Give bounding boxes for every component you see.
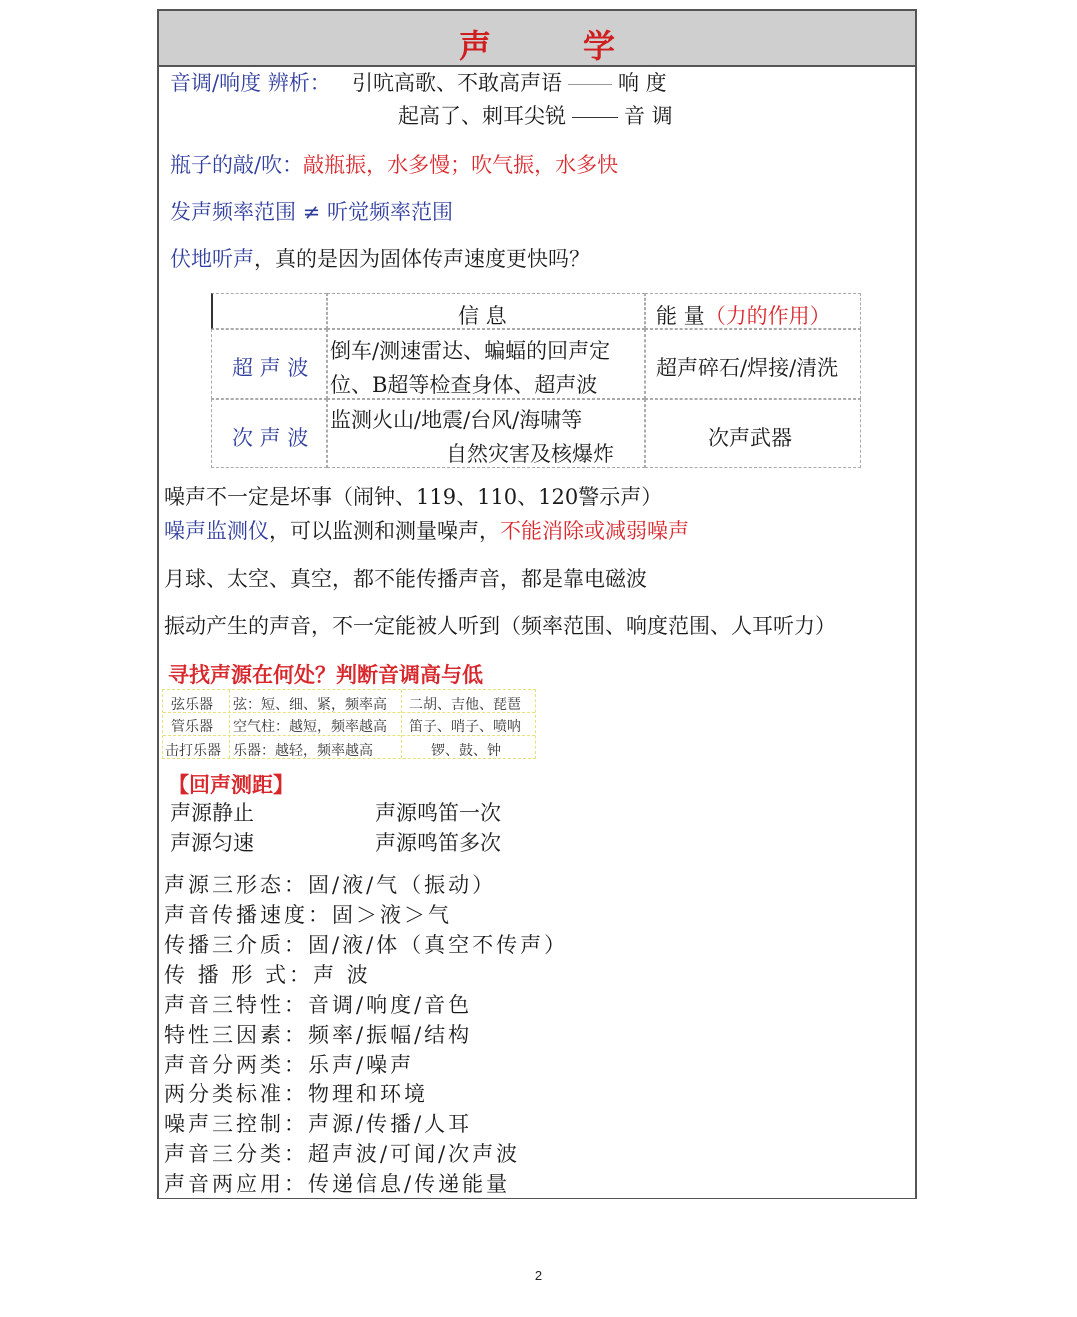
- page-frame: [157, 9, 917, 1199]
- pitch-loudness-label: 音调/响度 辨析：: [170, 71, 331, 95]
- pitch-loudness-line-1: [352, 73, 667, 94]
- summary-line: 声音两应用：传递信息/传递能量: [164, 1172, 511, 1196]
- echo-uniform-many: 声源鸣笛多次: [375, 831, 501, 855]
- bottle-label: 瓶子的敲/吹：: [170, 153, 304, 177]
- noise-monitor-label: 噪声监测仪: [164, 519, 269, 543]
- vibration-line: 振动产生的声音，不一定能被人听到（频率范围、响度范围、人耳听力）: [164, 614, 836, 638]
- table-cell: 锣、鼓、钟: [431, 743, 501, 759]
- table-cell: 击打乐器: [165, 743, 221, 759]
- summary-line: 两分类标准：物理和环境: [164, 1082, 428, 1106]
- table-cell: 空气柱：越短，频率越高: [233, 719, 387, 735]
- table-row-ultrasound-label: 超 声 波: [211, 329, 327, 399]
- source-heading: 寻找声源在何处？判断音调高与低: [168, 662, 483, 687]
- dash-divider: [572, 117, 618, 118]
- table-cell: 弦乐器: [171, 697, 213, 713]
- noise-monitor-line: 噪声监测仪，可以监测和测量噪声，不能消除或减弱噪声: [164, 519, 689, 543]
- pitch-loudness-line-2: [398, 106, 673, 127]
- summary-line: 声音三特性：音调/响度/音色: [164, 993, 473, 1017]
- summary-line: 特性三因素：频率/振幅/结构: [164, 1023, 473, 1047]
- table-row-infrasound-info: 监测火山/地震/台风/海啸等 自然灾害及核爆炸: [327, 399, 645, 468]
- summary-line: 传播三介质：固/液/体（真空不传声）: [164, 933, 569, 957]
- noise-monitor-note: 不能消除或减弱噪声: [500, 519, 689, 543]
- table-row-ultrasound-info: 倒车/测速雷达、蝙蝠的回声定 位、B超等检查身体、超声波: [327, 329, 645, 399]
- table-row-ultrasound-energy: 超声碎石/焊接/清洗: [645, 329, 861, 399]
- table-cell: 二胡、吉他、琵琶: [409, 697, 521, 713]
- table-cell: 乐器：越轻，频率越高: [233, 743, 373, 759]
- echo-uniform: 声源匀速: [170, 831, 254, 855]
- table-header-info: 信 息: [327, 293, 645, 329]
- table-cell: 笛子、哨子、喷呐: [409, 719, 521, 735]
- table-cell: 弦：短、细、紧，频率高: [233, 697, 387, 713]
- noise-not-bad-line: 噪声不一定是坏事（闹钟、119、110、120警示声）: [164, 485, 663, 509]
- ground-listen-label: 伏地听声: [170, 247, 254, 271]
- ground-listen-line: [170, 249, 590, 270]
- instrument-table: [162, 689, 536, 759]
- pitch-example-1: 引吭高歌、不敢高声语: [352, 71, 562, 95]
- pitch-result-2: 音 调: [624, 104, 673, 128]
- table-row-infrasound-energy: 次声武器: [645, 399, 861, 468]
- echo-heading: 【回声测距】: [168, 772, 294, 797]
- page-number: 2: [534, 1268, 543, 1283]
- ground-listen-question: ，真的是因为固体传声速度更快吗？: [254, 247, 590, 271]
- vacuum-line: 月球、太空、真空，都不能传播声音，都是靠电磁波: [164, 567, 647, 591]
- title-bar: [157, 9, 917, 67]
- bottle-text: 敲瓶振，水多慢；吹气振，水多快: [303, 153, 619, 177]
- bottle-line: [170, 155, 618, 176]
- summary-line: 声源三形态：固/液/气（振动）: [164, 873, 497, 897]
- page-title: 声 学: [458, 27, 645, 65]
- echo-static-once: 声源鸣笛一次: [375, 801, 501, 825]
- wave-table: [211, 293, 861, 468]
- table-header-energy: 能 量（力的作用）: [645, 293, 861, 329]
- summary-line: 传 播 形 式：声 波: [164, 963, 371, 987]
- table-corner: [211, 293, 327, 329]
- table-cell: 管乐器: [171, 719, 213, 735]
- dash-divider: [568, 84, 612, 85]
- freq-range-line: 发声频率范围 ≠ 听觉频率范围: [170, 200, 453, 224]
- summary-line: 声音传播速度：固＞液＞气: [164, 903, 452, 927]
- table-row-infrasound-label: 次 声 波: [211, 399, 327, 468]
- pitch-example-2: 起高了、刺耳尖锐: [398, 104, 566, 128]
- summary-line: 声音分两类：乐声/噪声: [164, 1053, 415, 1077]
- summary-line: 声音三分类：超声波/可闻/次声波: [164, 1142, 521, 1166]
- echo-static: 声源静止: [170, 801, 254, 825]
- pitch-result-1: 响 度: [618, 71, 667, 95]
- summary-line: 噪声三控制：声源/传播/人耳: [164, 1112, 473, 1136]
